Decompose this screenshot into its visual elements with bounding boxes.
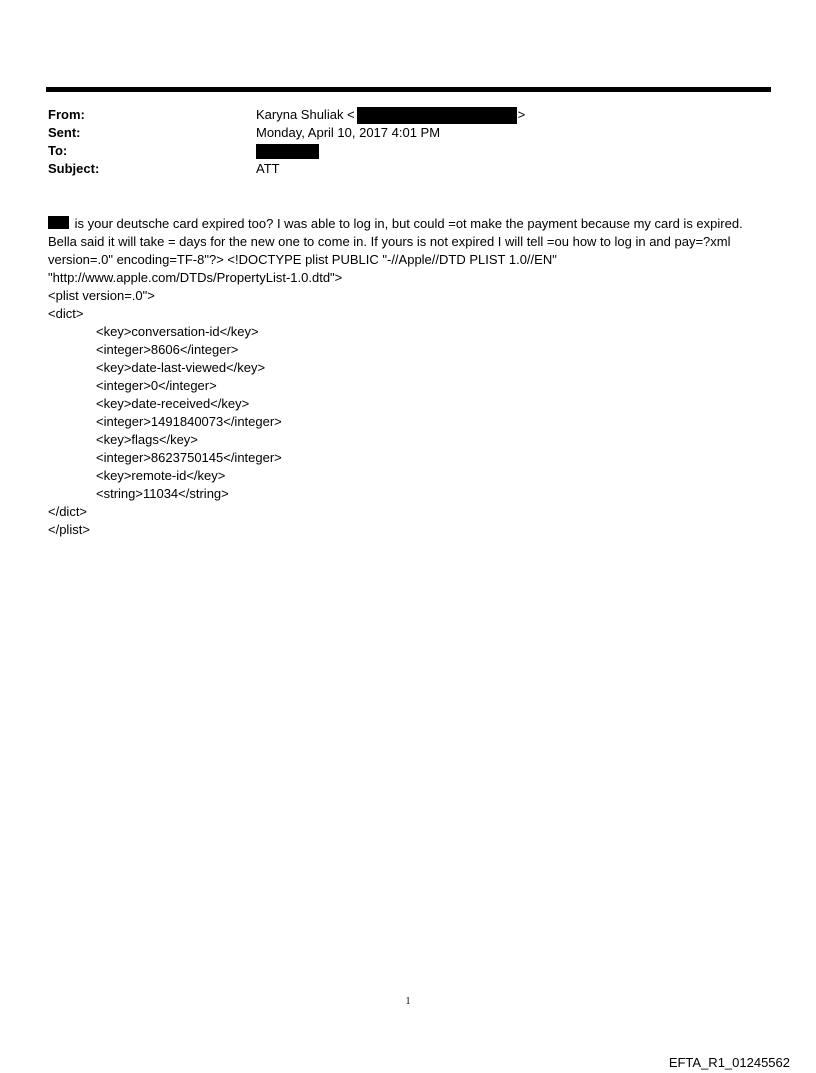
plist-entry: <integer>1491840073</integer> bbox=[96, 414, 282, 429]
sent-value: Monday, April 10, 2017 4:01 PM bbox=[256, 125, 441, 140]
plist-open: <plist version=.0"> bbox=[48, 288, 155, 303]
subject-label: Subject: bbox=[48, 161, 100, 176]
redacted-recipient bbox=[256, 144, 319, 159]
plist-close: </plist> bbox=[48, 522, 90, 537]
from-name: Karyna Shuliak < bbox=[256, 107, 355, 122]
email-body bbox=[48, 215, 770, 539]
plist-entry: <integer>8606</integer> bbox=[96, 342, 239, 357]
message-paragraph bbox=[48, 215, 770, 287]
header-rule bbox=[46, 87, 771, 92]
sent-label: Sent: bbox=[48, 125, 81, 140]
document-id: EFTA_R1_01245562 bbox=[668, 1055, 790, 1070]
to-value bbox=[256, 142, 319, 160]
subject-value: ATT bbox=[256, 161, 280, 176]
redacted-name bbox=[48, 216, 69, 229]
plist-entry: <key>remote-id</key> bbox=[96, 468, 226, 483]
from-close: > bbox=[517, 107, 526, 122]
plist-entry: <integer>8623750145</integer> bbox=[96, 450, 282, 465]
from-value bbox=[256, 106, 525, 124]
plist-entry: <integer>0</integer> bbox=[96, 378, 217, 393]
plist-entry: <string>11034</string> bbox=[96, 486, 229, 501]
dict-open: <dict> bbox=[48, 306, 84, 321]
dict-close: </dict> bbox=[48, 504, 88, 519]
plist-entry: <key>date-last-viewed</key> bbox=[96, 360, 266, 375]
plist-entry: <key>date-received</key> bbox=[96, 396, 250, 411]
to-label: To: bbox=[48, 143, 68, 158]
plist-entry: <key>conversation-id</key> bbox=[96, 324, 259, 339]
plist-entry: <key>flags</key> bbox=[96, 432, 198, 447]
page-number: 1 bbox=[405, 996, 411, 1007]
message-text: is your deutsche card expired too? I was able to log in, but could =ot make the payment because my card is expired. Bella said it will take = days for the new one to come in. If yours is not expired I will tell =ou how to log in and pay=?xml version=.0" encoding=TF-8"?> <!DOCTYPE plist PUBLIC "-//Apple//DTD PLIST 1.0//EN" "http://www.apple.com/DTDs/PropertyList-1.0.dtd"> bbox=[48, 216, 743, 285]
redacted-email bbox=[357, 107, 517, 124]
from-label: From: bbox=[48, 107, 85, 122]
